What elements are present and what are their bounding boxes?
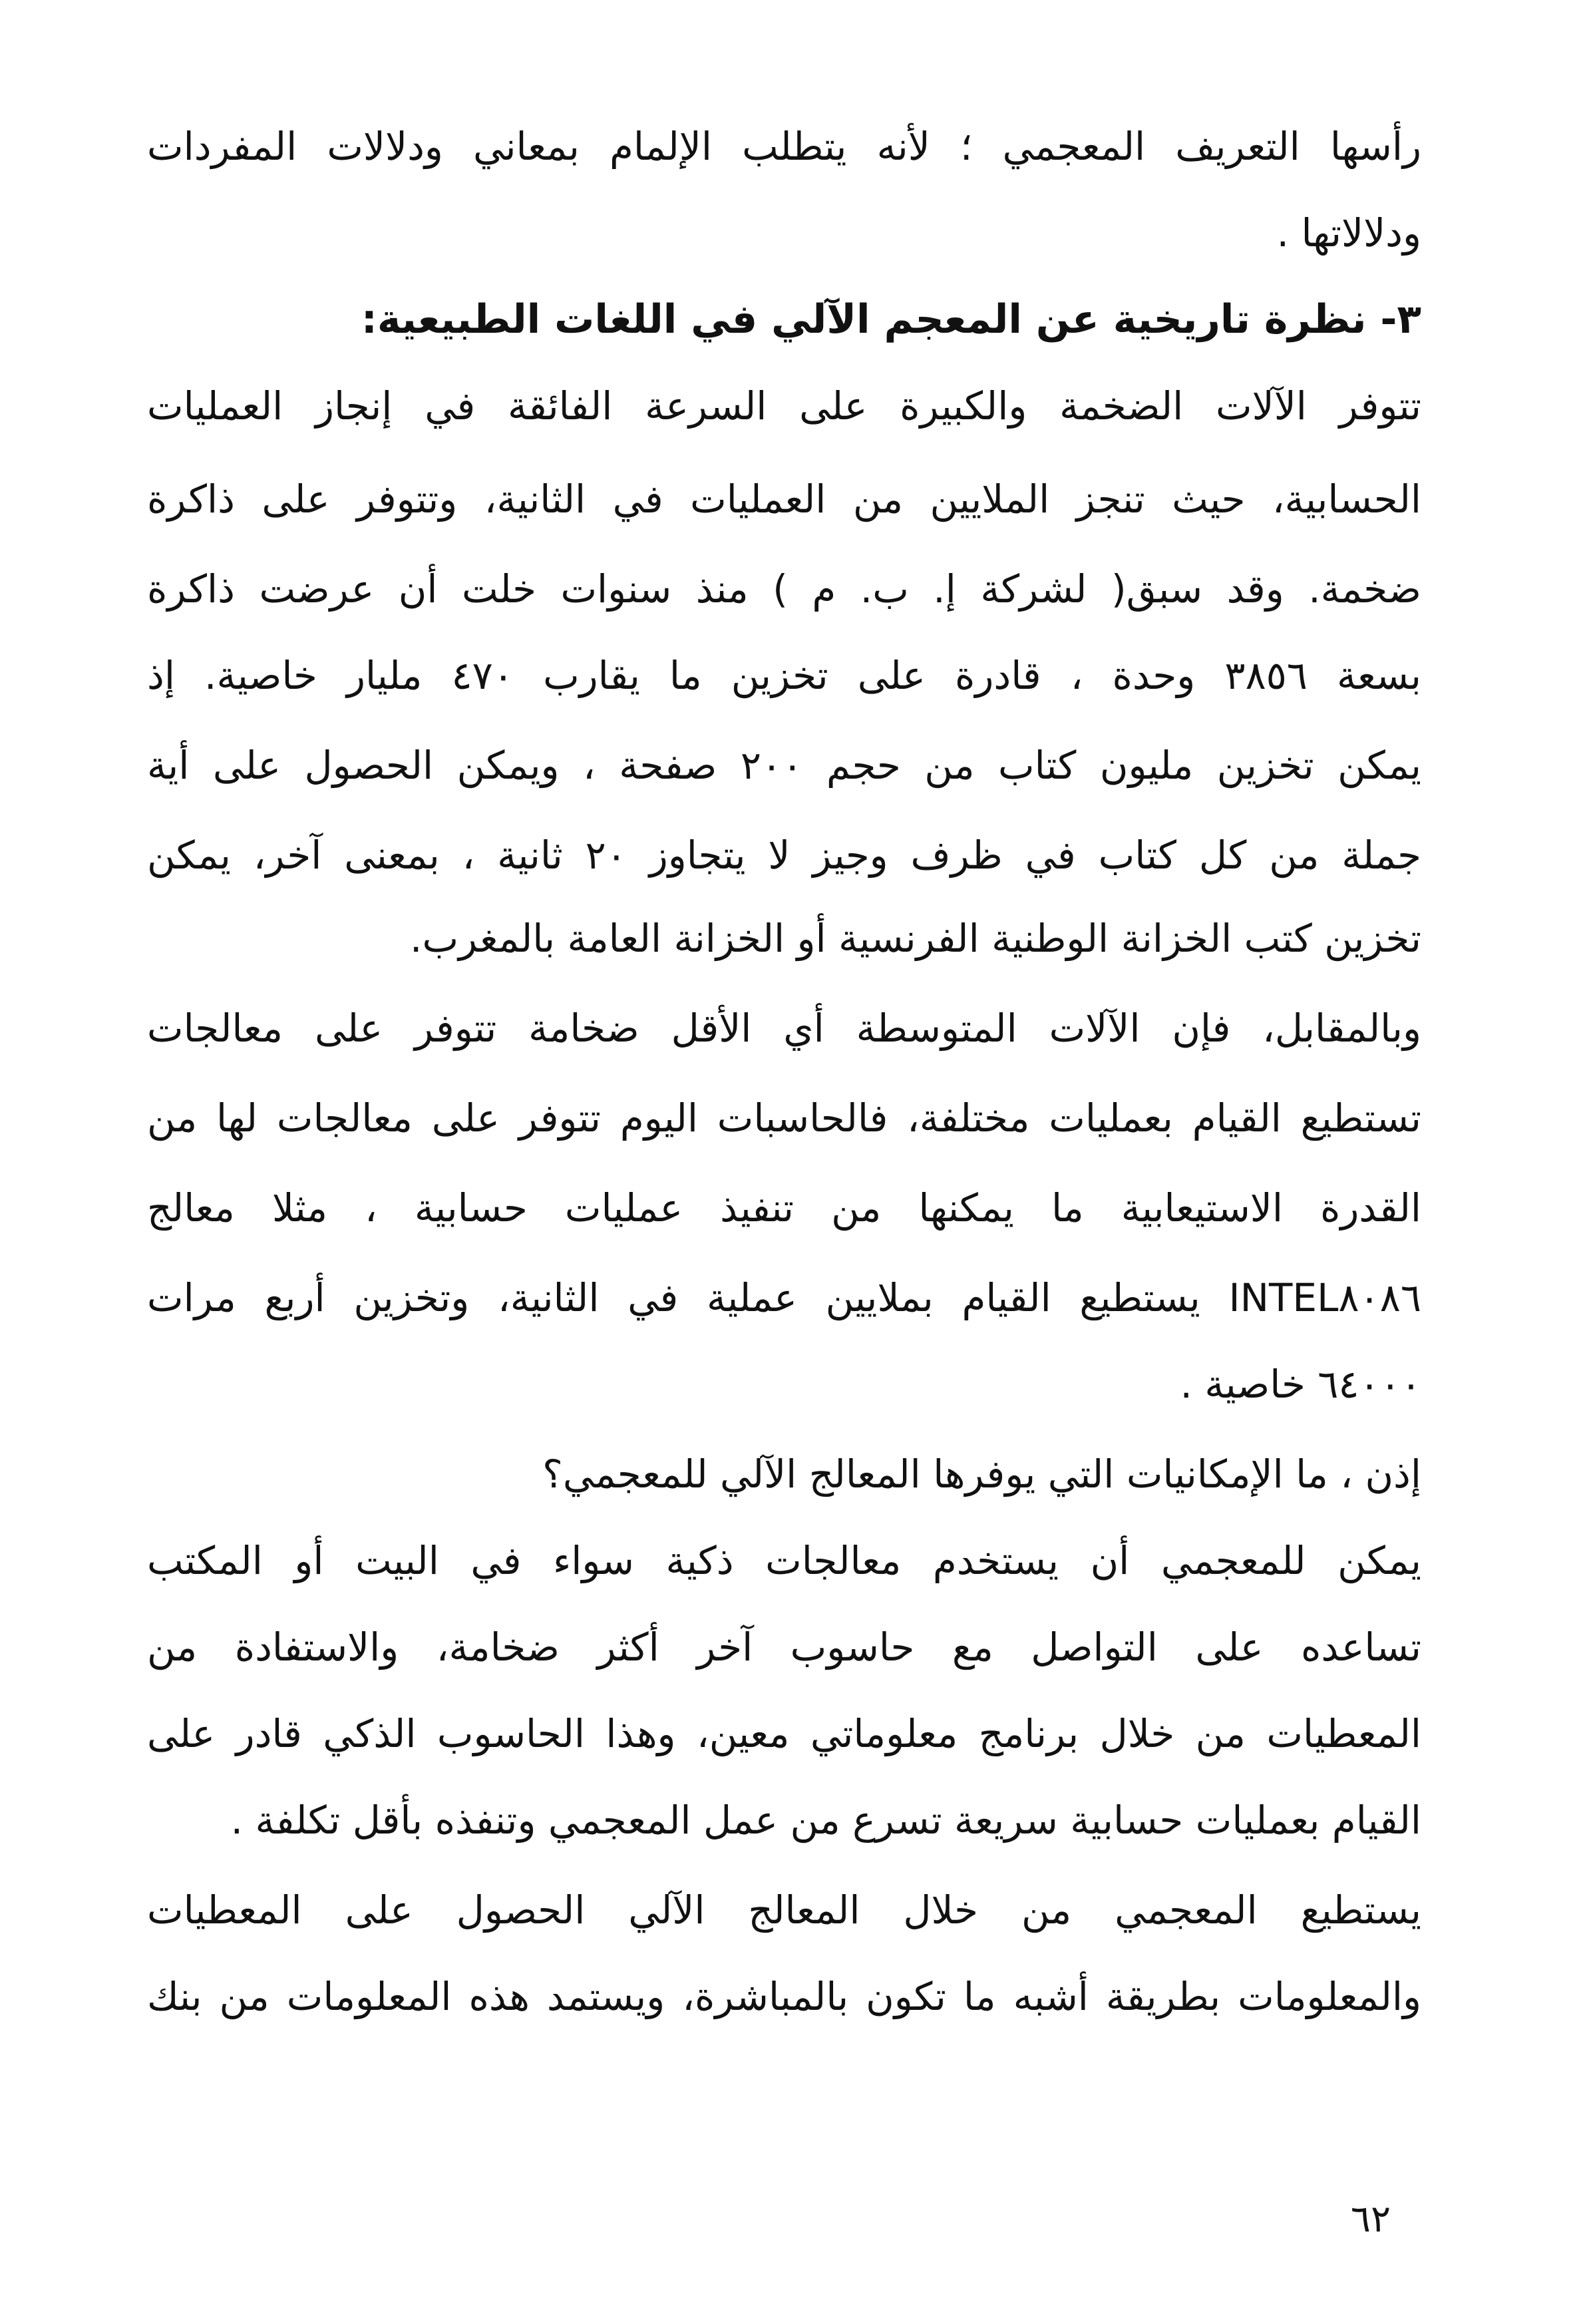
text-line: يستطيع المعجمي من خلال المعالج الآلي الحصول على المعطيات xyxy=(147,1887,1421,1933)
page-number: ٦٢ xyxy=(1350,2198,1391,2241)
text-line: ضخمة. وقد سبق( لشركة إ. ب. م ) منذ سنوات خلت أن عرضت ذاكرة xyxy=(147,566,1421,612)
text-line: الحسابية، حيث تنجز الملايين من العمليات في الثانية، وتتوفر على ذاكرة xyxy=(147,477,1421,522)
text-line: يمكن تخزين مليون كتاب من حجم ٢٠٠ صفحة ، ويمكن الحصول على أية xyxy=(147,743,1421,788)
text-line: تتوفر الآلات الضخمة والكبيرة على السرعة الفائقة في إنجاز العمليات xyxy=(147,383,1421,429)
text-line: وبالمقابل، فإن الآلات المتوسطة أي الأقل ضخامة تتوفر على معالجات xyxy=(147,1006,1421,1051)
text-line: رأسها التعريف المعجمي ؛ لأنه يتطلب الإلمام بمعاني ودلالات المفردات xyxy=(147,124,1421,169)
text-line: يمكن للمعجمي أن يستخدم معالجات ذكية سواء في البيت أو المكتب xyxy=(147,1538,1421,1583)
text-line: جملة من كل كتاب في ظرف وجيز لا يتجاوز ٢٠ ثانية ، بمعنى آخر، يمكن xyxy=(147,833,1421,878)
text-line: ودلالاتها . xyxy=(1276,210,1421,256)
text-line: تستطيع القيام بعمليات مختلفة، فالحاسبات اليوم تتوفر على معالجات لها من xyxy=(147,1095,1421,1141)
text-line: بسعة ٣٨٥٦ وحدة ، قادرة على تخزين ما يقارب ٤٧٠ مليار خاصية. إذ xyxy=(147,653,1421,698)
text-line: والمعلومات بطريقة أشبه ما تكون بالمباشرة، ويستمد هذه المعلومات من بنك xyxy=(147,1974,1421,2019)
text-line: تخزين كتب الخزانة الوطنية الفرنسية أو الخزانة العامة بالمغرب. xyxy=(410,916,1421,961)
text-line: القدرة الاستيعابية ما يمكنها من تنفيذ عمليات حسابية ، مثلا معالج xyxy=(147,1185,1421,1231)
text-line: القيام بعمليات حسابية سريعة تسرع من عمل المعجمي وتنفذه بأقل تكلفة . xyxy=(230,1798,1421,1843)
text-line: INTEL٨٠٨٦ يستطيع القيام بملايين عملية في الثانية، وتخزين أربع مرات xyxy=(147,1275,1421,1320)
text-line: المعطيات من خلال برنامج معلوماتي معين، وهذا الحاسوب الذكي قادر على xyxy=(147,1711,1421,1756)
text-line: ٦٤٠٠٠ خاصية . xyxy=(1180,1362,1421,1407)
section-heading: ٣- نظرة تاريخية عن المعجم الآلي في اللغات الطبيعية: xyxy=(361,296,1421,343)
text-line: تساعده على التواصل مع حاسوب آخر أكثر ضخامة، والاستفادة من xyxy=(147,1625,1421,1670)
text-line: إذن ، ما الإمكانيات التي يوفرها المعالج الآلي للمعجمي؟ xyxy=(542,1452,1421,1497)
